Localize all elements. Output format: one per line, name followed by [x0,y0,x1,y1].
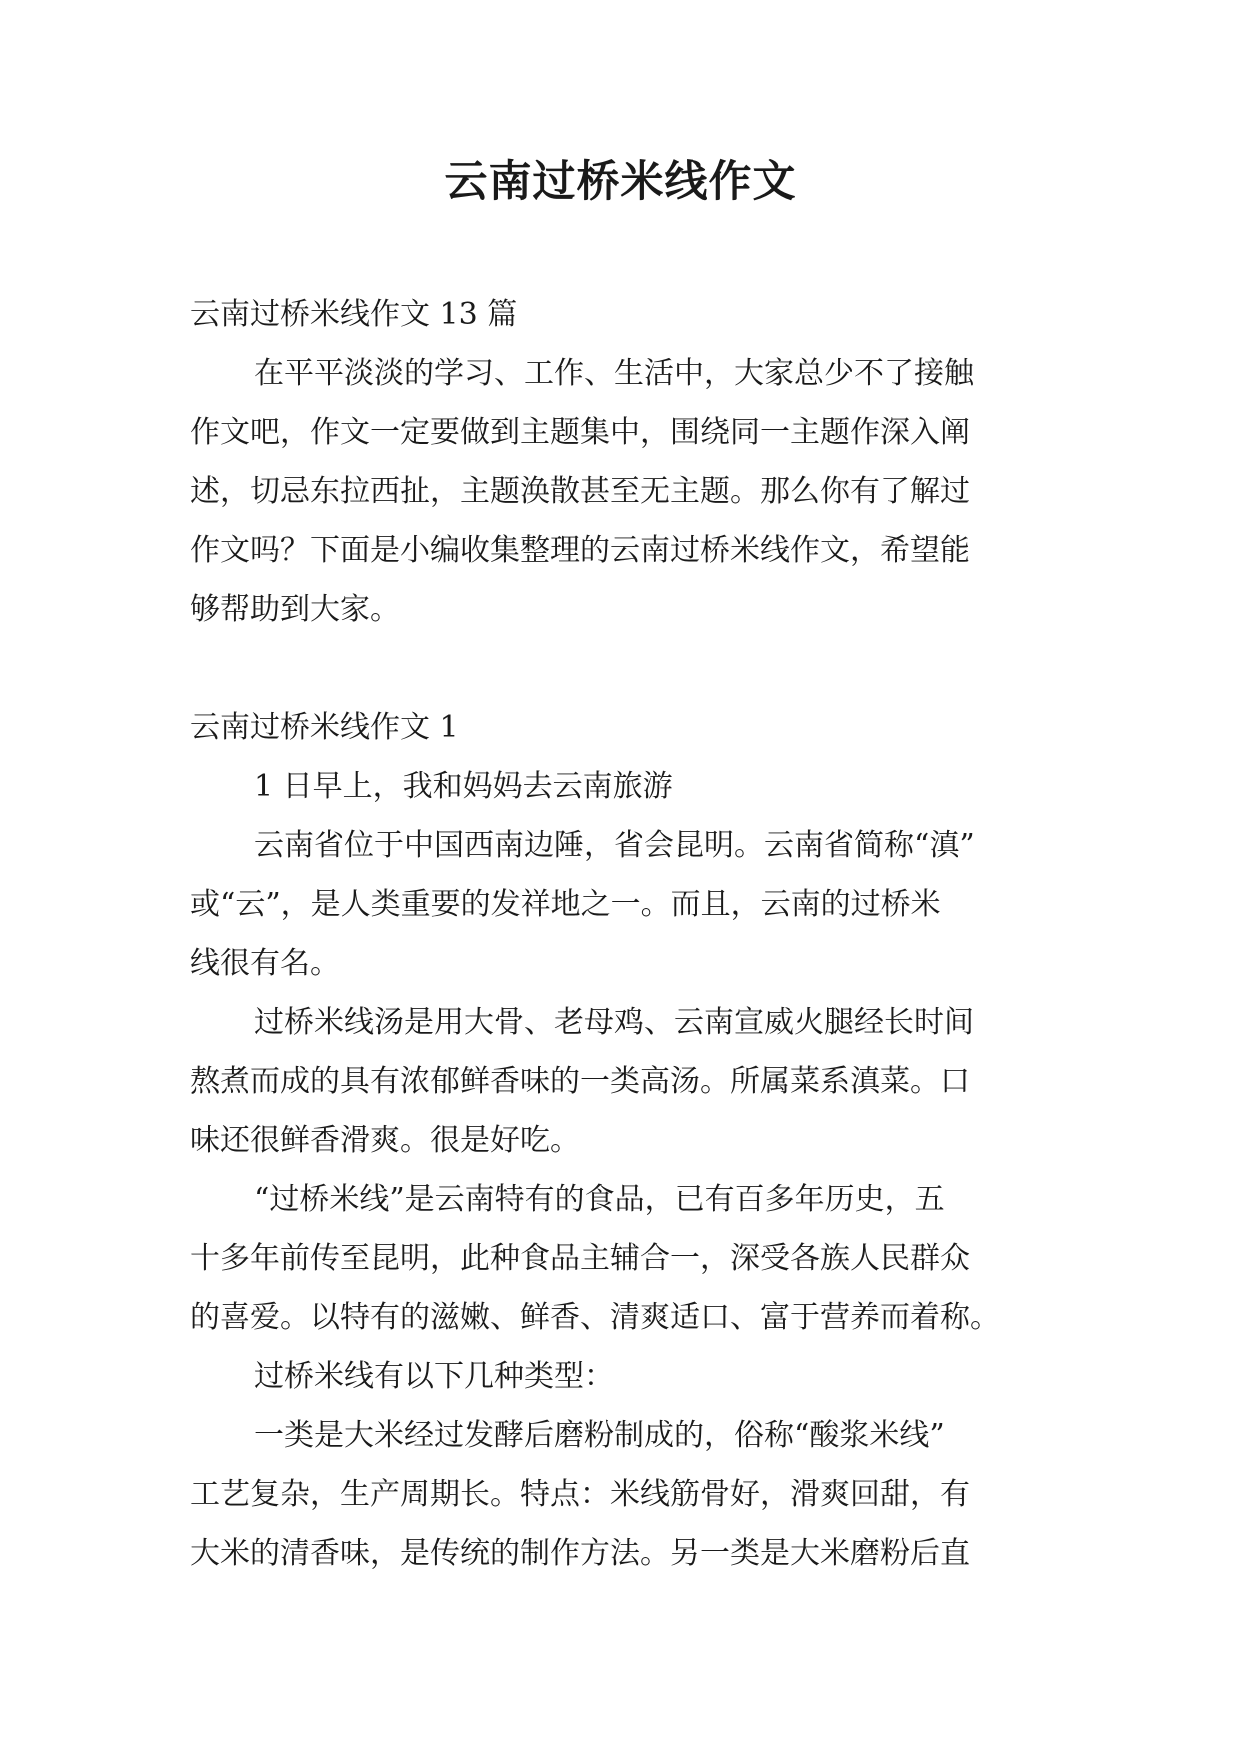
intro-line: 作文吧，作文一定要做到主题集中，围绕同一主题作深入阐 [190,415,970,450]
paragraph-line: 工艺复杂，生产周期长。特点：米线筋骨好，滑爽回甜，有 [190,1477,970,1512]
intro-line: 够帮助到大家。 [190,592,400,627]
paragraph-line: 一类是大米经过发酵后磨粉制成的，俗称“酸浆米线” [254,1418,945,1453]
paragraph-line: 过桥米线汤是用大骨、老母鸡、云南宣威火腿经长时间 [254,1005,974,1040]
paragraph-line: 的喜爱。以特有的滋嫩、鲜香、清爽适口、富于营养而着称。 [190,1300,1000,1335]
paragraph-line: 大米的清香味，是传统的制作方法。另一类是大米磨粉后直 [190,1536,970,1571]
intro-line: 在平平淡淡的学习、工作、生活中，大家总少不了接触 [254,356,974,391]
paragraph-line: 云南省位于中国西南边陲，省会昆明。云南省简称“滇” [254,828,975,863]
paragraph-line: 1 日早上，我和妈妈去云南旅游 [254,769,673,804]
document-subtitle: 云南过桥米线作文 13 篇 [190,297,518,332]
document-body [190,285,1050,1583]
paragraph-line: 过桥米线有以下几种类型： [254,1359,614,1394]
paragraph-line: 线很有名。 [190,946,340,981]
section-heading: 云南过桥米线作文 1 [190,710,459,745]
intro-line: 作文吗？下面是小编收集整理的云南过桥米线作文，希望能 [190,533,970,568]
document-title: 云南过桥米线作文 [444,157,797,207]
paragraph-line: “过桥米线”是云南特有的食品，已有百多年历史，五 [254,1182,945,1217]
intro-line: 述，切忌东拉西扯，主题涣散甚至无主题。那么你有了解过 [190,474,970,509]
paragraph-line: 熬煮而成的具有浓郁鲜香味的一类高汤。所属菜系滇菜。口 [190,1064,970,1099]
paragraph-line: 味还很鲜香滑爽。很是好吃。 [190,1123,580,1158]
paragraph-line: 或“云”，是人类重要的发祥地之一。而且，云南的过桥米 [190,887,941,922]
paragraph-line: 十多年前传至昆明，此种食品主辅合一，深受各族人民群众 [190,1241,970,1276]
